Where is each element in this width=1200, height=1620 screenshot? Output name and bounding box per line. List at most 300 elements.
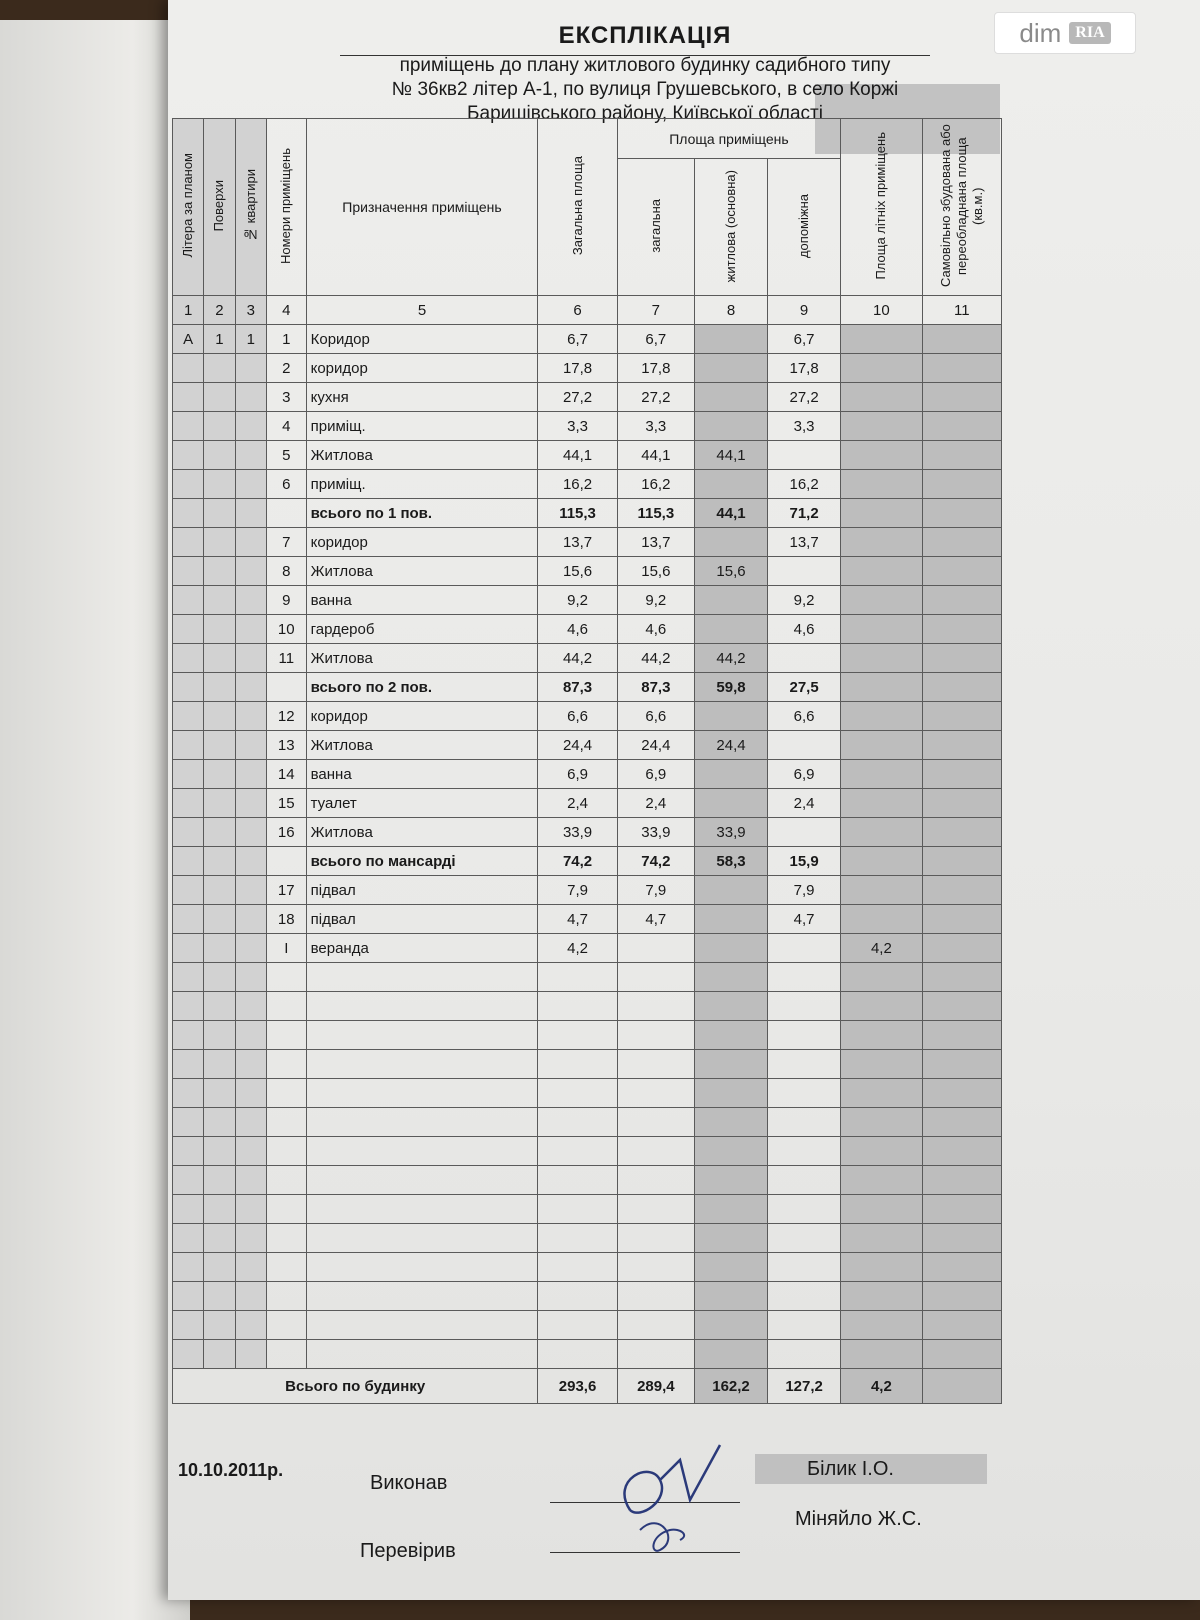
cell-aux-area: 27,2: [768, 383, 841, 412]
empty-row: [173, 963, 1002, 992]
empty-cell: [841, 1137, 922, 1166]
cell-purpose: Коридор: [306, 325, 538, 354]
empty-cell: [538, 1079, 617, 1108]
cell-unauthorized-area: [922, 354, 1001, 383]
cell-unauthorized-area: [922, 441, 1001, 470]
empty-cell: [768, 1108, 841, 1137]
cell-room-no: 3: [266, 383, 306, 412]
cell-general-area: 87,3: [617, 673, 694, 702]
empty-cell: [841, 1050, 922, 1079]
cell-floor: [204, 644, 235, 673]
cell-living-area: 44,2: [694, 644, 767, 673]
cell-total-area: 74,2: [538, 847, 617, 876]
table-row: [173, 876, 1002, 905]
cell-unauthorized-area: [922, 673, 1001, 702]
cell-total-area: 2,4: [538, 789, 617, 818]
cell-room-no: 11: [266, 644, 306, 673]
empty-cell: [173, 992, 204, 1021]
cell-apartment: [235, 441, 266, 470]
cell-summer-area: [841, 383, 922, 412]
empty-cell: [173, 1195, 204, 1224]
cell-summer-area: [841, 354, 922, 383]
cell-room-no: 4: [266, 412, 306, 441]
cell-general-area: 115,3: [617, 499, 694, 528]
cell-living-area: [694, 412, 767, 441]
cell-aux-area: [768, 557, 841, 586]
empty-cell: [538, 1195, 617, 1224]
empty-cell: [922, 1079, 1001, 1108]
cell-apartment: [235, 760, 266, 789]
cell-aux-area: [768, 818, 841, 847]
cell-summer-area: [841, 876, 922, 905]
empty-cell: [538, 1311, 617, 1340]
empty-cell: [768, 1253, 841, 1282]
totals-unauthorized-area: [922, 1369, 1001, 1404]
cell-unauthorized-area: [922, 818, 1001, 847]
cell-total-area: 6,6: [538, 702, 617, 731]
cell-apartment: [235, 673, 266, 702]
handwritten-signature: [590, 1440, 750, 1560]
empty-cell: [235, 1050, 266, 1079]
table-row: [173, 557, 1002, 586]
empty-cell: [306, 1253, 538, 1282]
empty-cell: [768, 1340, 841, 1369]
cell-purpose: коридор: [306, 354, 538, 383]
empty-cell: [266, 1050, 306, 1079]
empty-cell: [694, 1195, 767, 1224]
cell-summer-area: [841, 499, 922, 528]
empty-cell: [235, 992, 266, 1021]
table-row: [173, 905, 1002, 934]
cell-aux-area: [768, 644, 841, 673]
empty-cell: [266, 963, 306, 992]
empty-cell: [617, 1079, 694, 1108]
cell-litera: [173, 557, 204, 586]
empty-cell: [922, 1195, 1001, 1224]
cell-unauthorized-area: [922, 383, 1001, 412]
empty-cell: [235, 1282, 266, 1311]
cell-living-area: 33,9: [694, 818, 767, 847]
cell-total-area: 13,7: [538, 528, 617, 557]
column-number: 11: [922, 296, 1001, 325]
empty-cell: [694, 1050, 767, 1079]
empty-cell: [841, 1253, 922, 1282]
empty-cell: [617, 992, 694, 1021]
cell-living-area: [694, 470, 767, 499]
cell-floor: [204, 586, 235, 615]
cell-unauthorized-area: [922, 789, 1001, 818]
cell-litera: [173, 644, 204, 673]
cell-unauthorized-area: [922, 934, 1001, 963]
cell-room-no: 10: [266, 615, 306, 644]
empty-cell: [204, 1253, 235, 1282]
empty-cell: [538, 1224, 617, 1253]
cell-unauthorized-area: [922, 528, 1001, 557]
col-header-summer: Площа літніх приміщень: [841, 119, 922, 296]
empty-cell: [538, 1050, 617, 1079]
cell-general-area: 9,2: [617, 586, 694, 615]
empty-cell: [694, 1137, 767, 1166]
cell-general-area: 6,9: [617, 760, 694, 789]
cell-purpose: приміщ.: [306, 470, 538, 499]
empty-cell: [235, 1137, 266, 1166]
cell-apartment: [235, 615, 266, 644]
empty-cell: [204, 992, 235, 1021]
cell-floor: [204, 847, 235, 876]
empty-cell: [841, 1108, 922, 1137]
cell-aux-area: [768, 731, 841, 760]
empty-cell: [617, 1021, 694, 1050]
cell-apartment: [235, 818, 266, 847]
empty-cell: [768, 1050, 841, 1079]
table-row: [173, 383, 1002, 412]
cell-living-area: 59,8: [694, 673, 767, 702]
cell-general-area: 17,8: [617, 354, 694, 383]
table-row: [173, 644, 1002, 673]
cell-general-area: 74,2: [617, 847, 694, 876]
cell-general-area: 44,1: [617, 441, 694, 470]
empty-cell: [235, 1224, 266, 1253]
column-number: 3: [235, 296, 266, 325]
cell-living-area: 24,4: [694, 731, 767, 760]
empty-cell: [617, 1108, 694, 1137]
cell-purpose: коридор: [306, 702, 538, 731]
cell-summer-area: [841, 847, 922, 876]
empty-cell: [173, 963, 204, 992]
empty-cell: [617, 1195, 694, 1224]
cell-floor: [204, 528, 235, 557]
totals-label: Всього по будинку: [173, 1369, 538, 1404]
empty-cell: [694, 1108, 767, 1137]
empty-cell: [173, 1253, 204, 1282]
cell-litera: [173, 876, 204, 905]
cell-summer-area: [841, 818, 922, 847]
table-row: [173, 470, 1002, 499]
cell-aux-area: 71,2: [768, 499, 841, 528]
totals-living-area: 162,2: [694, 1369, 767, 1404]
empty-cell: [204, 1166, 235, 1195]
cell-room-no: 8: [266, 557, 306, 586]
empty-cell: [173, 1224, 204, 1253]
empty-cell: [538, 1253, 617, 1282]
cell-living-area: [694, 905, 767, 934]
column-number: 2: [204, 296, 235, 325]
empty-cell: [306, 992, 538, 1021]
empty-cell: [617, 1340, 694, 1369]
table-row: [173, 499, 1002, 528]
cell-floor: [204, 702, 235, 731]
cell-purpose: підвал: [306, 905, 538, 934]
cell-unauthorized-area: [922, 644, 1001, 673]
cell-aux-area: 2,4: [768, 789, 841, 818]
cell-total-area: 44,2: [538, 644, 617, 673]
empty-cell: [204, 1224, 235, 1253]
empty-cell: [922, 1340, 1001, 1369]
cell-summer-area: [841, 557, 922, 586]
empty-row: [173, 992, 1002, 1021]
cell-unauthorized-area: [922, 702, 1001, 731]
empty-cell: [694, 1021, 767, 1050]
empty-cell: [266, 1340, 306, 1369]
col-header-room-no: Номери приміщень: [266, 119, 306, 296]
empty-cell: [694, 1253, 767, 1282]
empty-cell: [841, 992, 922, 1021]
empty-cell: [266, 1253, 306, 1282]
cell-floor: [204, 789, 235, 818]
cell-aux-area: 4,7: [768, 905, 841, 934]
cell-total-area: 24,4: [538, 731, 617, 760]
cell-unauthorized-area: [922, 586, 1001, 615]
cell-floor: [204, 673, 235, 702]
column-number: 4: [266, 296, 306, 325]
cell-floor: [204, 557, 235, 586]
empty-cell: [306, 1137, 538, 1166]
empty-cell: [617, 963, 694, 992]
cell-unauthorized-area: [922, 557, 1001, 586]
totals-total-area: 293,6: [538, 1369, 617, 1404]
cell-summer-area: [841, 615, 922, 644]
cell-summer-area: [841, 470, 922, 499]
cell-floor: [204, 441, 235, 470]
col-header-unauthorized: Самовільно збудована або переобладнана площа (кв.м.): [922, 119, 1001, 296]
cell-litera: [173, 354, 204, 383]
empty-cell: [266, 1166, 306, 1195]
empty-row: [173, 1311, 1002, 1340]
cell-floor: [204, 818, 235, 847]
column-number: 5: [306, 296, 538, 325]
empty-cell: [694, 1340, 767, 1369]
table-row: [173, 934, 1002, 963]
empty-cell: [306, 1282, 538, 1311]
cell-summer-area: [841, 673, 922, 702]
empty-cell: [204, 1195, 235, 1224]
cell-unauthorized-area: [922, 325, 1001, 354]
document-footer: [170, 1440, 1010, 1590]
empty-cell: [173, 1340, 204, 1369]
empty-cell: [235, 1079, 266, 1108]
cell-aux-area: 16,2: [768, 470, 841, 499]
cell-living-area: [694, 702, 767, 731]
cell-apartment: [235, 383, 266, 412]
header-line-2: № 36кв2 літер А-1, по вулиця Грушевського, в село Коржі: [391, 79, 899, 100]
cell-room-no: 7: [266, 528, 306, 557]
cell-living-area: 58,3: [694, 847, 767, 876]
cell-general-area: 7,9: [617, 876, 694, 905]
cell-litera: [173, 499, 204, 528]
empty-row: [173, 1137, 1002, 1166]
cell-aux-area: 27,5: [768, 673, 841, 702]
cell-floor: [204, 615, 235, 644]
table-row: [173, 528, 1002, 557]
cell-summer-area: [841, 702, 922, 731]
empty-cell: [922, 1137, 1001, 1166]
cell-apartment: [235, 847, 266, 876]
empty-cell: [306, 1224, 538, 1253]
cell-litera: [173, 731, 204, 760]
cell-living-area: [694, 934, 767, 963]
cell-apartment: [235, 934, 266, 963]
cell-litera: [173, 528, 204, 557]
empty-row: [173, 1079, 1002, 1108]
cell-aux-area: 6,9: [768, 760, 841, 789]
cell-summer-area: [841, 412, 922, 441]
empty-cell: [617, 1166, 694, 1195]
cell-room-no: 18: [266, 905, 306, 934]
table-row: [173, 325, 1002, 354]
cell-litera: [173, 702, 204, 731]
empty-cell: [922, 1253, 1001, 1282]
cell-apartment: [235, 905, 266, 934]
cell-general-area: 33,9: [617, 818, 694, 847]
cell-floor: [204, 876, 235, 905]
empty-cell: [922, 963, 1001, 992]
empty-cell: [841, 963, 922, 992]
cell-purpose: Житлова: [306, 557, 538, 586]
cell-living-area: [694, 528, 767, 557]
empty-row: [173, 1021, 1002, 1050]
empty-cell: [204, 1311, 235, 1340]
cell-general-area: 13,7: [617, 528, 694, 557]
cell-summer-area: [841, 441, 922, 470]
empty-cell: [204, 963, 235, 992]
column-number: 10: [841, 296, 922, 325]
empty-cell: [235, 1340, 266, 1369]
cell-floor: [204, 760, 235, 789]
empty-cell: [235, 1195, 266, 1224]
empty-cell: [768, 1166, 841, 1195]
cell-litera: [173, 818, 204, 847]
empty-cell: [235, 1253, 266, 1282]
empty-cell: [768, 1311, 841, 1340]
cell-total-area: 9,2: [538, 586, 617, 615]
empty-cell: [922, 992, 1001, 1021]
cell-total-area: 4,2: [538, 934, 617, 963]
cell-unauthorized-area: [922, 905, 1001, 934]
cell-living-area: [694, 615, 767, 644]
cell-general-area: 6,7: [617, 325, 694, 354]
cell-apartment: [235, 789, 266, 818]
cell-apartment: 1: [235, 325, 266, 354]
cell-living-area: [694, 876, 767, 905]
cell-living-area: 15,6: [694, 557, 767, 586]
cell-total-area: 15,6: [538, 557, 617, 586]
cell-litera: [173, 905, 204, 934]
cell-total-area: 3,3: [538, 412, 617, 441]
empty-cell: [768, 992, 841, 1021]
col-header-apartment: № квартири: [235, 119, 266, 296]
cell-total-area: 115,3: [538, 499, 617, 528]
cell-apartment: [235, 528, 266, 557]
table-row: [173, 847, 1002, 876]
empty-cell: [922, 1166, 1001, 1195]
cell-total-area: 87,3: [538, 673, 617, 702]
cell-purpose: коридор: [306, 528, 538, 557]
cell-aux-area: 9,2: [768, 586, 841, 615]
empty-cell: [204, 1108, 235, 1137]
empty-cell: [204, 1079, 235, 1108]
cell-litera: [173, 760, 204, 789]
cell-living-area: [694, 325, 767, 354]
header-line-1: приміщень до плану житлового будинку садибного типу: [399, 55, 891, 76]
empty-cell: [768, 1195, 841, 1224]
empty-cell: [173, 1050, 204, 1079]
empty-cell: [306, 963, 538, 992]
cell-purpose: Житлова: [306, 818, 538, 847]
empty-row: [173, 1166, 1002, 1195]
empty-cell: [768, 963, 841, 992]
cell-aux-area: 4,6: [768, 615, 841, 644]
background-page: [0, 20, 190, 1620]
cell-room-no: 17: [266, 876, 306, 905]
empty-cell: [768, 1137, 841, 1166]
cell-aux-area: 6,6: [768, 702, 841, 731]
totals-summer-area: 4,2: [841, 1369, 922, 1404]
empty-cell: [538, 1137, 617, 1166]
empty-cell: [306, 1079, 538, 1108]
cell-purpose: гардероб: [306, 615, 538, 644]
empty-cell: [173, 1108, 204, 1137]
cell-purpose: всього по 1 пов.: [306, 499, 538, 528]
cell-summer-area: 4,2: [841, 934, 922, 963]
cell-total-area: 33,9: [538, 818, 617, 847]
cell-aux-area: [768, 934, 841, 963]
cell-litera: А: [173, 325, 204, 354]
cell-general-area: 2,4: [617, 789, 694, 818]
cell-total-area: 4,7: [538, 905, 617, 934]
cell-apartment: [235, 499, 266, 528]
checked-label: Перевірив: [360, 1540, 456, 1562]
empty-cell: [538, 1282, 617, 1311]
cell-apartment: [235, 644, 266, 673]
explication-table: [172, 118, 1002, 1404]
empty-cell: [266, 1137, 306, 1166]
cell-general-area: 27,2: [617, 383, 694, 412]
cell-general-area: [617, 934, 694, 963]
cell-room-no: 9: [266, 586, 306, 615]
col-header-group: Площа приміщень: [617, 119, 840, 159]
table-row: [173, 731, 1002, 760]
empty-cell: [173, 1282, 204, 1311]
cell-purpose: Житлова: [306, 644, 538, 673]
table-row: [173, 412, 1002, 441]
checker-name: Міняйло Ж.С.: [795, 1508, 922, 1530]
watermark-badge: RIA: [1069, 22, 1110, 44]
empty-cell: [617, 1137, 694, 1166]
cell-summer-area: [841, 731, 922, 760]
empty-cell: [204, 1021, 235, 1050]
empty-cell: [922, 1224, 1001, 1253]
performer-name: Білик І.О.: [755, 1454, 987, 1484]
watermark-logo: [994, 12, 1136, 54]
cell-floor: [204, 905, 235, 934]
empty-row: [173, 1108, 1002, 1137]
table-row: [173, 673, 1002, 702]
empty-cell: [173, 1021, 204, 1050]
col-header-purpose: Призначення приміщень: [306, 119, 538, 296]
empty-cell: [266, 1079, 306, 1108]
empty-cell: [204, 1340, 235, 1369]
table-row: [173, 818, 1002, 847]
cell-living-area: 44,1: [694, 499, 767, 528]
cell-total-area: 6,7: [538, 325, 617, 354]
empty-cell: [266, 992, 306, 1021]
empty-cell: [266, 1311, 306, 1340]
empty-cell: [768, 1079, 841, 1108]
cell-unauthorized-area: [922, 499, 1001, 528]
table-row: [173, 702, 1002, 731]
empty-cell: [694, 963, 767, 992]
empty-cell: [617, 1253, 694, 1282]
